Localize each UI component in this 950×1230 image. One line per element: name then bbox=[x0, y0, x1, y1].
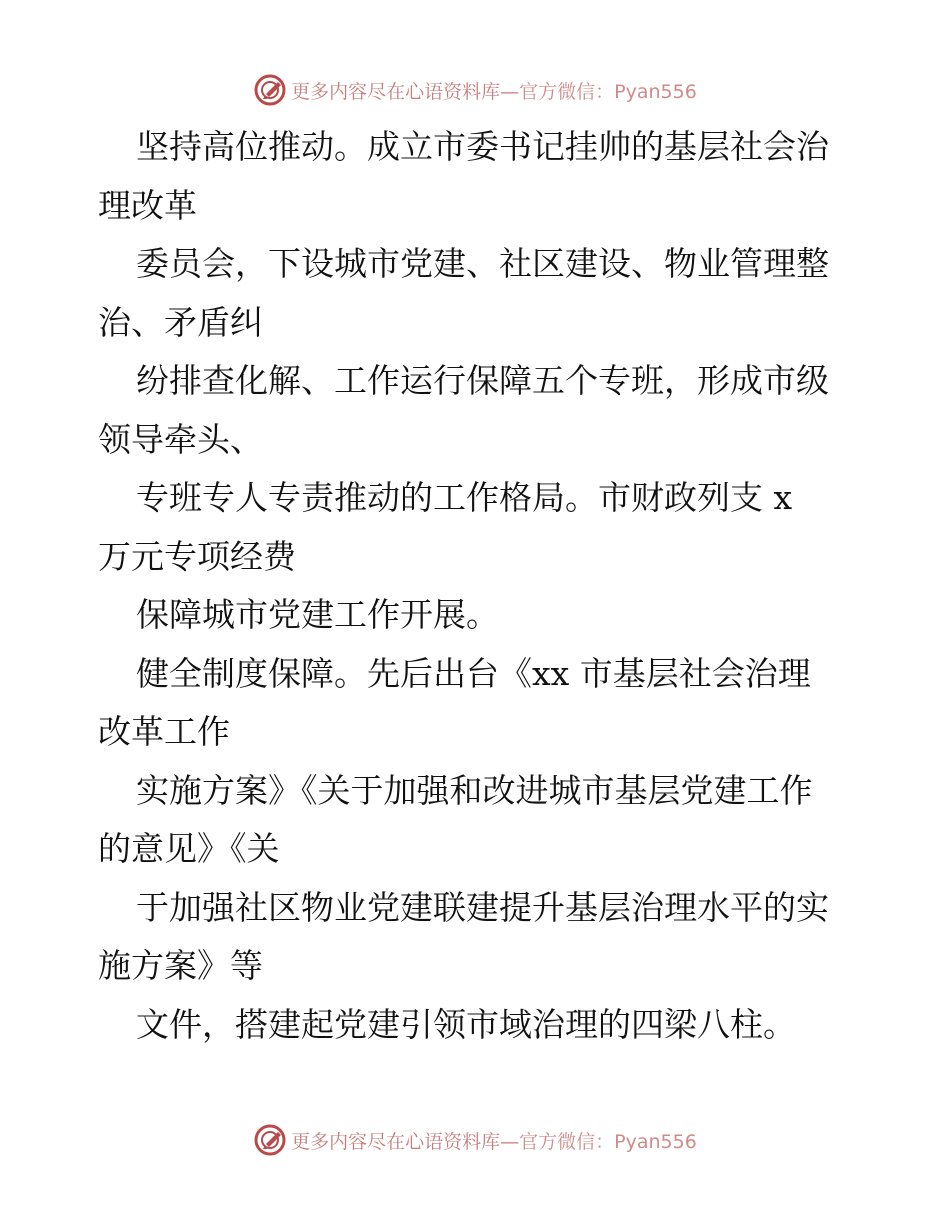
text-line: 保障城市党建工作开展。 bbox=[136, 595, 499, 634]
text-line: 领导牵头、 bbox=[98, 419, 263, 459]
banner-text bbox=[291, 1127, 697, 1154]
text-line: 理改革 bbox=[98, 185, 197, 225]
text-line: 的意见》《关 bbox=[98, 829, 280, 868]
text-line: 万元专项经费 bbox=[98, 536, 296, 576]
banner-prefix: 更多内容尽在心语资料库 bbox=[291, 1130, 501, 1153]
footer-banner bbox=[0, 1122, 950, 1158]
header-banner bbox=[0, 72, 950, 108]
banner-contact: 官方微信：Pyan556 bbox=[519, 80, 697, 103]
text-line: 文件，搭建起党建引领市域治理的四梁八柱。 bbox=[136, 1004, 796, 1044]
banner-text bbox=[291, 77, 697, 104]
banner-separator: — bbox=[500, 80, 520, 103]
pen-logo-icon bbox=[253, 1123, 287, 1157]
text-line: 于加强社区物业党建联建提升基层治理水平的实 bbox=[136, 887, 829, 927]
banner-prefix: 更多内容尽在心语资料库 bbox=[291, 80, 501, 103]
text-line: 施方案》等 bbox=[98, 946, 263, 985]
text-line: 坚持高位推动。成立市委书记挂帅的基层社会治 bbox=[136, 127, 829, 166]
text-line: 专班专人专责推动的工作格局。市财政列支 x bbox=[136, 478, 793, 517]
text-line: 实施方案》《关于加强和改进城市基层党建工作 bbox=[136, 770, 813, 810]
banner-contact: 官方微信：Pyan556 bbox=[519, 1130, 697, 1153]
document-body bbox=[98, 118, 868, 1054]
text-line: 治、矛盾纠 bbox=[98, 302, 263, 342]
text-line: 健全制度保障。先后出台《xx 市基层社会治理 bbox=[136, 653, 811, 693]
text-line: 纷排查化解、工作运行保障五个专班，形成市级 bbox=[136, 361, 829, 400]
text-line: 改革工作 bbox=[98, 712, 230, 751]
pen-logo-icon bbox=[253, 73, 287, 107]
banner-separator: — bbox=[500, 1130, 520, 1153]
text-line: 委员会，下设城市党建、社区建设、物业管理整 bbox=[136, 244, 829, 283]
